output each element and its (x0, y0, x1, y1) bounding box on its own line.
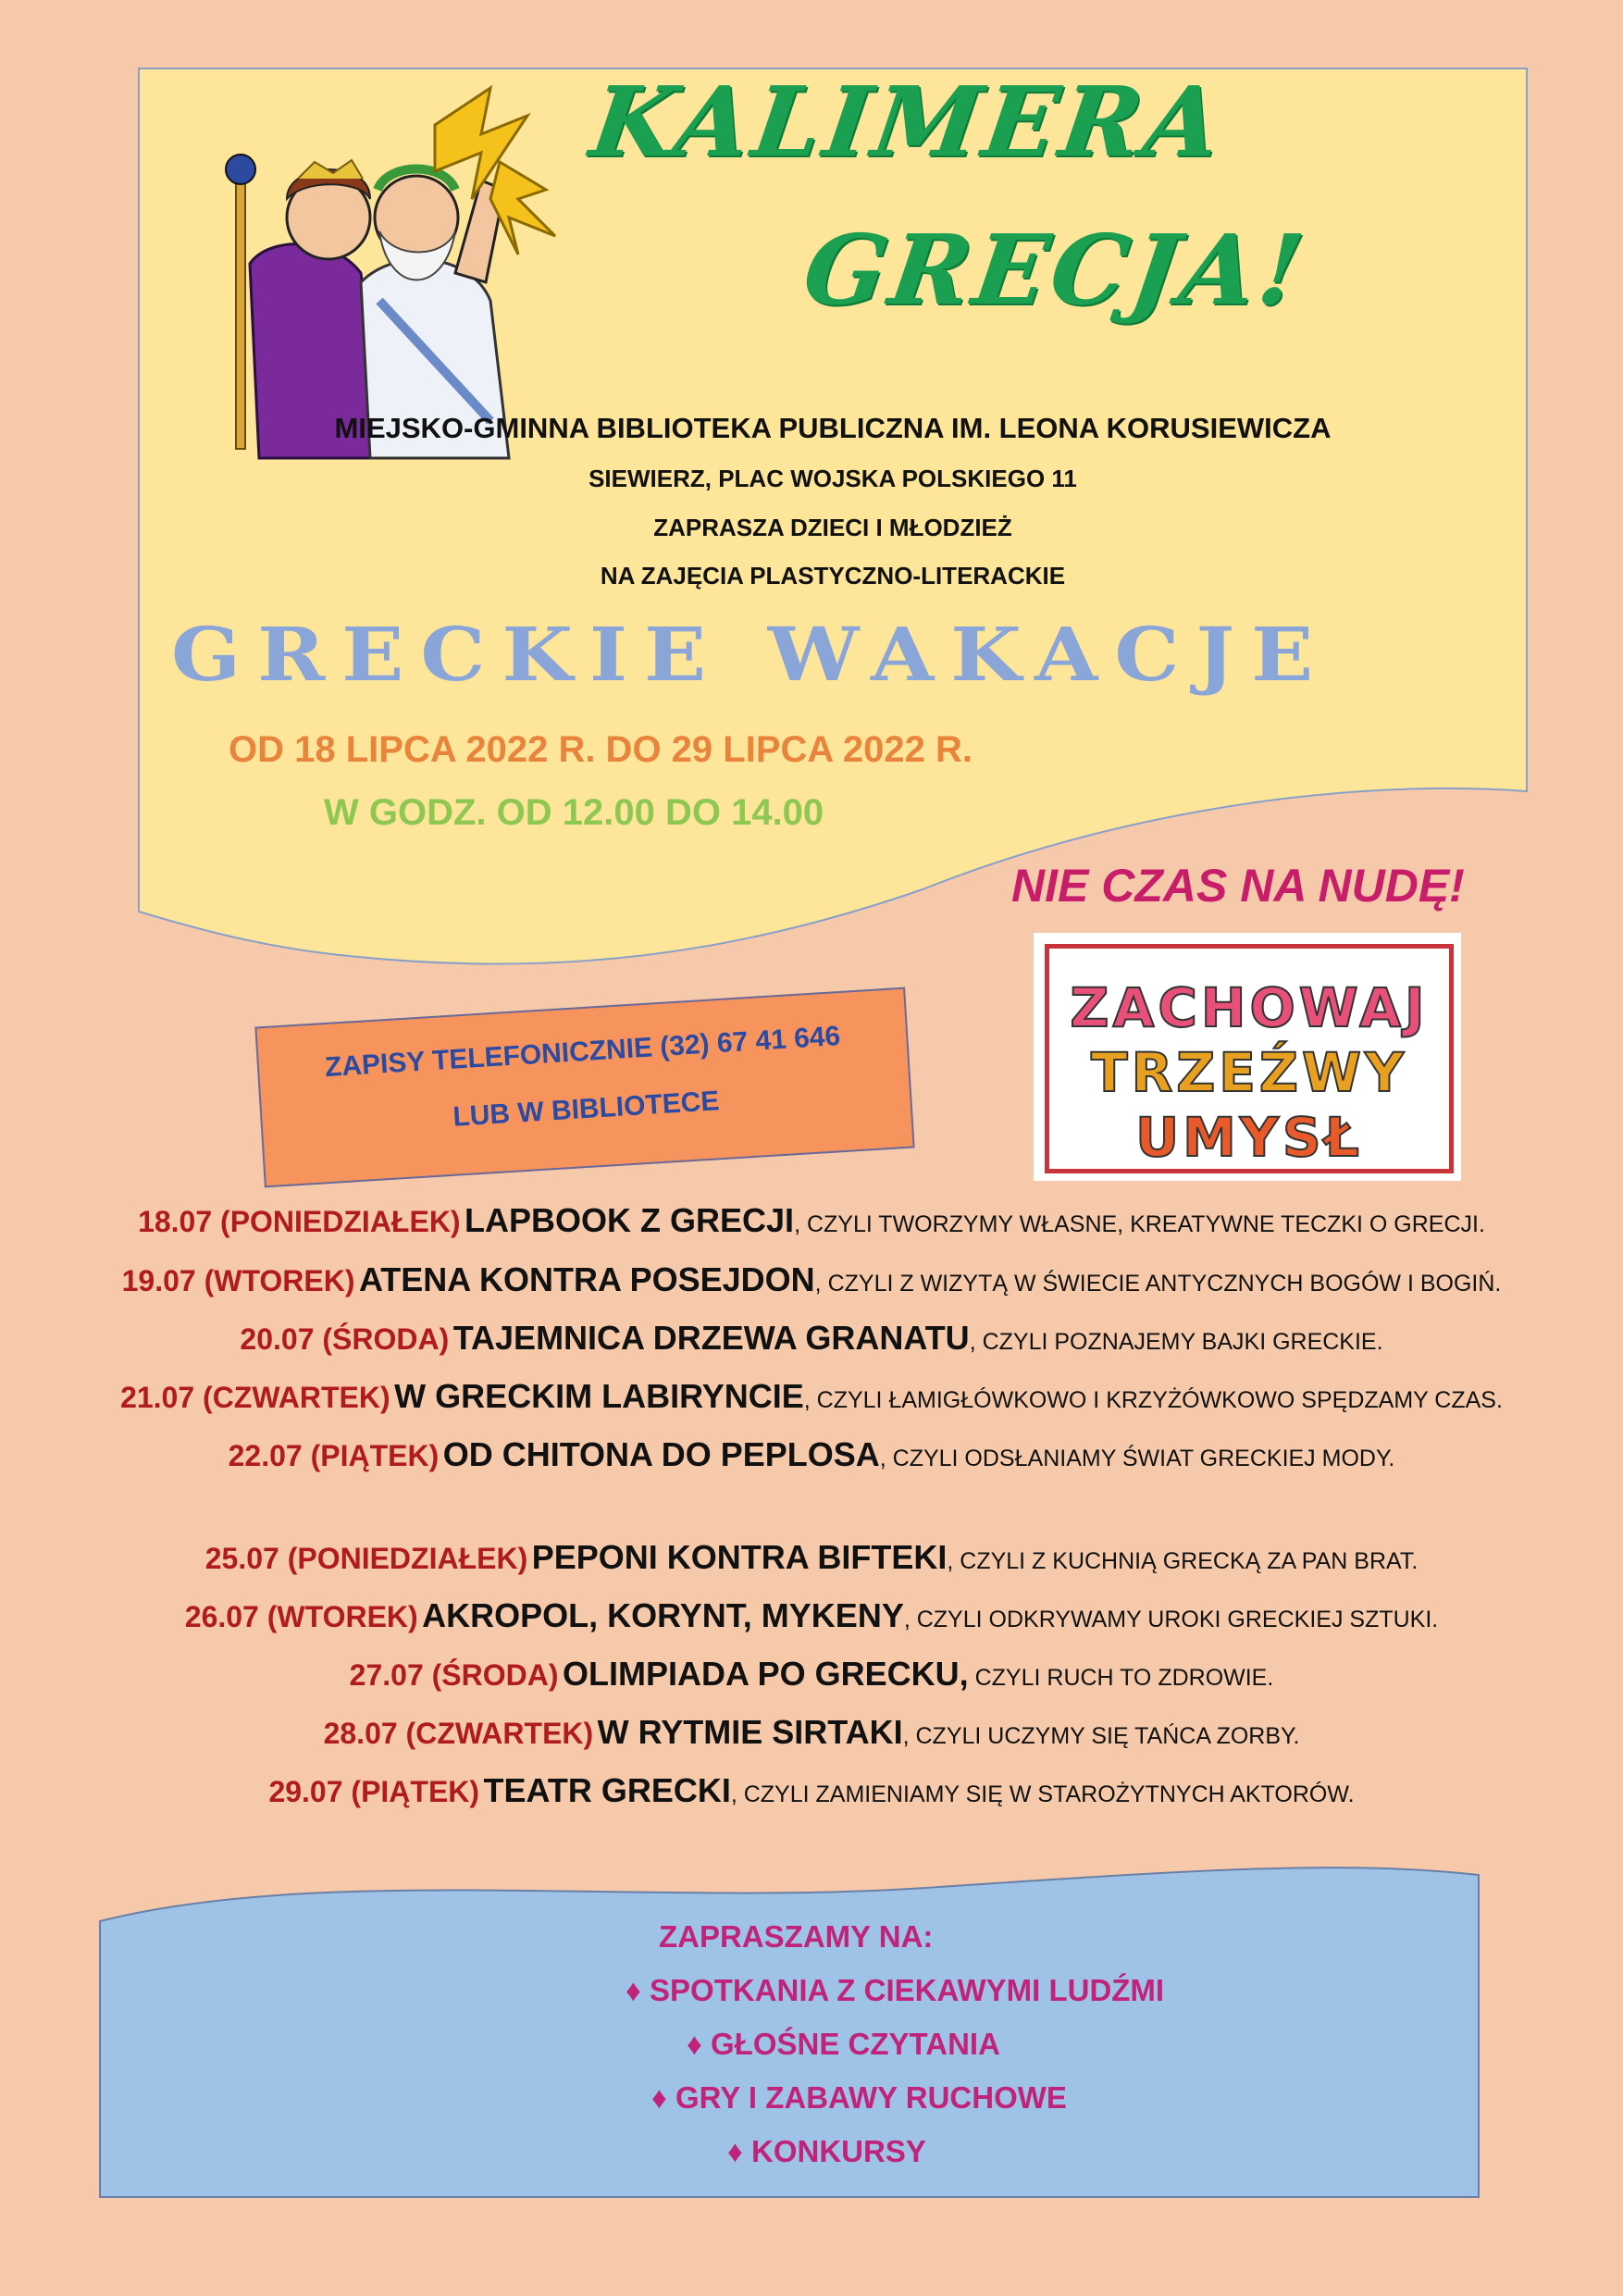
schedule-activity: LAPBOOK Z GRECJI (465, 1201, 795, 1239)
schedule-day: 21.07 (CZWARTEK) (120, 1381, 390, 1414)
schedule-activity: W GRECKIM LABIRYNCIE (394, 1377, 804, 1415)
badge-line-1: ZACHOWAJ (1070, 976, 1429, 1039)
sober-mind-badge (1034, 933, 1461, 1181)
badge-frame (1045, 944, 1454, 1173)
schedule-activity: AKROPOL, KORYNT, MYKENY (422, 1596, 904, 1634)
schedule-row (46, 1435, 1577, 1474)
invitations-heading: ZAPRASZAMY NA: (659, 1919, 934, 1954)
schedule-row (46, 1713, 1577, 1752)
schedule-description: , CZYLI Z WIZYTĄ W ŚWIECIE ANTYCZNYCH BOGÓW I BOGIŃ. (814, 1271, 1502, 1297)
schedule-description: , CZYLI ODSŁANIAMY ŚWIAT GRECKIEJ MODY. (879, 1446, 1395, 1471)
schedule-activity: W RYTMIE SIRTAKI (597, 1713, 903, 1751)
schedule-day: 20.07 (ŚRODA) (240, 1322, 450, 1356)
schedule-activity: PEPONI KONTRA BIFTEKI (531, 1538, 948, 1576)
event-name: GRECKIE WAKACJE (171, 611, 1331, 698)
schedule-day: 18.07 (PONIEDZIAŁEK) (138, 1205, 461, 1238)
schedule-activity: ATENA KONTRA POSEJDON (358, 1260, 815, 1298)
signup-phone: ZAPISY TELEFONICZNIE (32) 67 41 646 (324, 1021, 842, 1084)
invite-line-2: NA ZAJĘCIA PLASTYCZNO-LITERACKIE (600, 562, 1066, 590)
badge-line-2: TRZEŹWY (1091, 1041, 1407, 1104)
invitation-item: ♦ GŁOŚNE CZYTANIA (687, 2027, 1000, 2061)
schedule-day: 27.07 (ŚRODA) (349, 1658, 559, 1692)
schedule-row (46, 1538, 1577, 1577)
schedule-description: , CZYLI ŁAMIGŁÓWKOWO I KRZYŻÓWKOWO SPĘDZAMY CZAS. (803, 1387, 1503, 1413)
schedule-row (46, 1655, 1577, 1694)
schedule-description: , CZYLI ZAMIENIAMY SIĘ W STAROŻYTNYCH AKTORÓW. (730, 1781, 1355, 1807)
schedule-description: , CZYLI TWORZYMY WŁASNE, KREATYWNE TECZKI O GRECJI. (794, 1211, 1485, 1237)
schedule-row (46, 1377, 1577, 1416)
schedule-activity: OLIMPIADA PO GRECKU, (562, 1655, 969, 1693)
badge-line-3: UMYSŁ (1135, 1106, 1363, 1169)
schedule-row (46, 1596, 1577, 1635)
schedule-day: 19.07 (WTOREK) (121, 1264, 355, 1297)
invitation-item: ♦ GRY I ZABAWY RUCHOWE (651, 2080, 1067, 2115)
event-hours: W GODZ. OD 12.00 DO 14.00 (324, 792, 824, 833)
schedule-day: 25.07 (PONIEDZIAŁEK) (204, 1542, 528, 1575)
schedule-activity: OD CHITONA DO PEPLOSA (442, 1435, 880, 1473)
schedule-day: 26.07 (WTOREK) (184, 1600, 418, 1633)
schedule-activity: TEATR GRECKI (483, 1771, 731, 1809)
invitation-item: ♦ SPOTKANIA Z CIEKAWYMI LUDŹMI (626, 1973, 1165, 2007)
schedule-row (46, 1319, 1577, 1358)
schedule-day: 28.07 (CZWARTEK) (323, 1717, 594, 1750)
schedule-day: 29.07 (PIĄTEK) (268, 1775, 480, 1808)
title-line-2: GRECJA! (797, 213, 1314, 327)
invitation-item: ♦ KONKURSY (727, 2134, 926, 2168)
invite-line-1: ZAPRASZA DZIECI I MŁODZIEŻ (653, 514, 1012, 541)
schedule-description: , CZYLI ODKRYWAMY UROKI GRECKIEJ SZTUKI. (903, 1607, 1439, 1632)
signup-library: LUB W BIBLIOTECE (452, 1086, 721, 1133)
title-line-1: KALIMERA (584, 65, 1232, 179)
schedule-description: , CZYLI UCZYMY SIĘ TAŃCA ZORBY. (902, 1723, 1300, 1749)
schedule-description: , CZYLI Z KUCHNIĄ GRECKĄ ZA PAN BRAT. (947, 1548, 1419, 1574)
organization-name: MIEJSKO-GMINNA BIBLIOTEKA PUBLICZNA IM. LEONA KORUSIEWICZA (334, 412, 1332, 444)
schedule-description: CZYLI RUCH TO ZDROWIE. (968, 1665, 1274, 1691)
schedule-activity: TAJEMNICA DRZEWA GRANATU (452, 1319, 970, 1357)
schedule-day: 22.07 (PIĄTEK) (228, 1439, 440, 1472)
slogan: NIE CZAS NA NUDĘ! (1011, 860, 1465, 912)
schedule-row (46, 1260, 1577, 1299)
schedule-row (46, 1201, 1577, 1240)
schedule-row (46, 1771, 1577, 1810)
event-dates: OD 18 LIPCA 2022 R. DO 29 LIPCA 2022 R. (229, 729, 973, 770)
address: SIEWIERZ, PLAC WOJSKA POLSKIEGO 11 (588, 465, 1077, 492)
schedule-description: , CZYLI POZNAJEMY BAJKI GRECKIE. (969, 1329, 1383, 1355)
